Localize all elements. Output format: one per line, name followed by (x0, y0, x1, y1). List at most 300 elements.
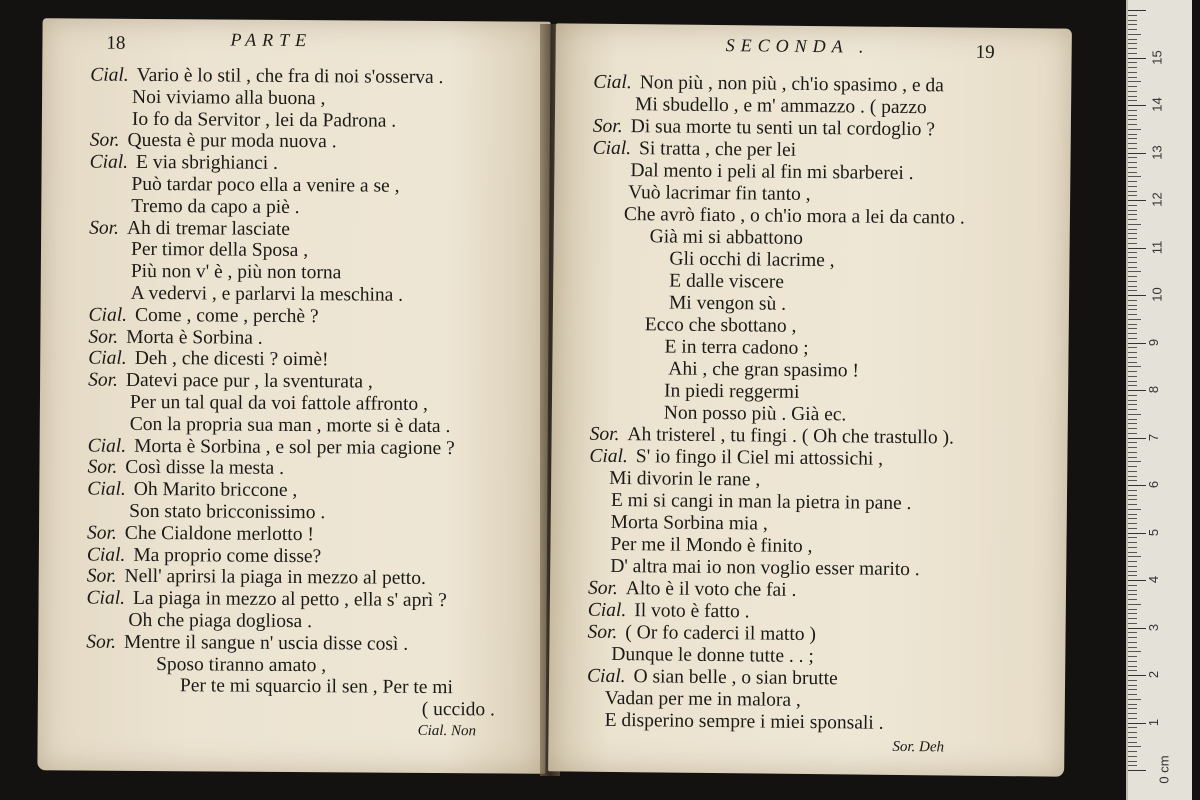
verse-text: Con la propria sua man , morte si è data . (129, 413, 451, 437)
text-line (90, 65, 443, 89)
ruler-tick (1128, 499, 1137, 500)
ruler-label: 6 (1146, 480, 1162, 489)
speaker-label: Cial. (90, 64, 129, 86)
left-running-head: PARTE (230, 29, 313, 51)
text-line (611, 490, 912, 515)
ruler-tick (1128, 442, 1137, 443)
ruler-label: 15 (1149, 49, 1165, 65)
ruler-tick (1128, 181, 1137, 182)
ruler-tick (1128, 547, 1137, 548)
text-line (628, 182, 811, 206)
ruler-tick (1128, 290, 1137, 291)
ruler-tick (1128, 651, 1141, 652)
ruler-tick (1128, 338, 1137, 339)
text-line (88, 326, 262, 349)
ruler-tick (1128, 556, 1141, 557)
ruler-label: 2 (1146, 670, 1162, 679)
text-line (132, 108, 396, 132)
measuring-ruler (1126, 0, 1192, 800)
ruler-tick (1128, 385, 1137, 386)
speaker-label: Cial. (592, 137, 632, 160)
ruler-tick (1128, 404, 1137, 405)
verse-text: Come , come , perchè ? (134, 304, 319, 327)
ruler-tick (1128, 438, 1146, 439)
text-line (87, 566, 426, 590)
verse-text: D' altra mai io non voglio esser marito . (610, 555, 920, 581)
right-running-head: SECONDA . (725, 35, 870, 57)
ruler-tick (1128, 53, 1137, 54)
text-line (588, 600, 750, 624)
ruler-tick (1128, 309, 1137, 310)
speaker-label: Cial. (593, 71, 632, 94)
text-line (129, 501, 325, 524)
left-page (37, 18, 550, 774)
ruler-tick (1128, 618, 1137, 619)
ruler-label: 13 (1149, 144, 1165, 160)
ruler-tick (1128, 195, 1137, 196)
speaker-label: Cial. (87, 478, 126, 501)
text-line (664, 402, 847, 426)
text-line (611, 644, 814, 668)
text-line (587, 666, 838, 691)
ruler-tick (1128, 751, 1137, 752)
verse-text: In piedi reggermi (663, 380, 800, 403)
ruler-tick (1128, 124, 1137, 125)
ruler-tick (1128, 319, 1141, 320)
ruler-tick (1128, 295, 1146, 296)
ruler-tick (1128, 433, 1137, 434)
ruler-tick (1128, 176, 1141, 177)
speaker-label: Cial. (88, 304, 128, 326)
speaker-label: Sor. (89, 129, 120, 152)
ruler-tick (1128, 471, 1137, 472)
speaker-label: Sor. (88, 326, 119, 348)
verse-text: Morta è Sorbina . (126, 326, 263, 349)
text-line (611, 512, 768, 536)
verse-text: Il voto è fatto . (634, 600, 750, 623)
ruler-tick (1128, 604, 1141, 605)
verse-text: Ahi , che gran spasimo ! (668, 358, 860, 382)
ruler-tick (1128, 552, 1137, 553)
verse-text: S' io fingo il Ciel mi attossichi , (635, 446, 884, 470)
ruler-tick (1128, 77, 1137, 78)
speaker-label: Cial. (88, 347, 127, 370)
ruler-tick (1128, 628, 1146, 629)
ruler-tick (1128, 15, 1137, 16)
ruler-tick (1128, 81, 1141, 82)
speaker-label: Sor. (89, 217, 120, 239)
ruler-label: 1 (1146, 718, 1162, 726)
text-line (605, 688, 801, 712)
ruler-label: 10 (1149, 287, 1165, 302)
ruler-tick (1128, 148, 1137, 149)
speaker-label: Sor. (589, 423, 620, 446)
left-catchword: Cial. Non (417, 722, 477, 740)
ruler-tick (1128, 100, 1137, 101)
ruler-tick (1128, 200, 1146, 201)
verse-text: Dunque le donne tutte . . ; (611, 643, 814, 668)
ruler-tick (1128, 347, 1137, 348)
text-line (88, 435, 455, 460)
verse-text: Mi divorin le rane , (609, 467, 761, 491)
text-line (87, 544, 322, 568)
verse-text: Morta è Sorbina , e sol per mia cagione ? (134, 435, 455, 459)
speaker-label: Sor. (587, 621, 618, 643)
verse-text: Per un tal qual da voi fattole affronto , (129, 391, 429, 415)
speaker-label: Cial. (586, 665, 626, 688)
ruler-tick (1128, 252, 1137, 253)
ruler-tick (1128, 257, 1137, 258)
text-line (156, 654, 326, 677)
ruler-tick (1128, 10, 1146, 11)
text-line (587, 622, 816, 646)
verse-text: O sian belle , o sian brutte (633, 666, 838, 690)
text-line (131, 283, 404, 307)
ruler-tick (1128, 115, 1137, 116)
ruler-tick (1128, 419, 1137, 420)
verse-text: Noi viviamo alla buona , (132, 86, 326, 110)
ruler-tick (1128, 167, 1137, 168)
verse-text: E in terra cadono ; (664, 336, 809, 359)
ruler-tick (1128, 333, 1137, 334)
verse-text: Sposo tiranno amato , (156, 653, 327, 676)
ruler-tick (1128, 594, 1137, 595)
text-line (645, 314, 797, 338)
text-line (635, 94, 927, 119)
verse-text: Morta Sorbina mia , (610, 511, 768, 535)
ruler-tick (1128, 542, 1137, 543)
verse-text: Vuò lacrimar fin tanto , (628, 182, 811, 205)
text-line (664, 336, 808, 360)
verse-text: Oh Marito briccone , (133, 479, 298, 502)
text-line (87, 588, 447, 613)
verse-text: Già mi si abbattono (649, 226, 804, 249)
ruler-label: 3 (1146, 623, 1162, 631)
ruler-tick (1128, 490, 1137, 491)
ruler-tick (1128, 153, 1146, 154)
verse-text: Per timor della Sposa , (130, 239, 309, 262)
verse-text: Tremo da capo a piè . (131, 195, 300, 218)
verse-text: Non posso più . Già ec. (663, 402, 847, 426)
verse-text: Vario è lo stil , che fra di noi s'osserva . (136, 64, 444, 89)
ruler-tick (1128, 509, 1141, 510)
ruler-tick (1128, 756, 1137, 757)
ruler-tick (1128, 43, 1137, 44)
ruler-tick (1128, 271, 1141, 272)
text-line (86, 631, 408, 655)
speaker-label: Cial. (86, 544, 126, 566)
ruler-tick (1128, 761, 1137, 762)
text-line (131, 196, 299, 219)
verse-text: Nell' aprirsi la piaga in mezzo al petto. (124, 566, 426, 590)
speaker-label: Cial. (589, 445, 628, 468)
speaker-label: Cial. (89, 151, 129, 174)
ruler-tick (1128, 537, 1137, 538)
ruler-tick (1128, 656, 1137, 657)
verse-text: Mi sbudello , e m' ammazzo . ( pazzo (634, 94, 927, 119)
ruler-tick (1128, 281, 1137, 282)
ruler-tick (1128, 86, 1137, 87)
ruler-tick (1128, 34, 1141, 35)
verse-text: Che avrò fiato , o ch'io mora a lei da canto . (623, 204, 965, 229)
ruler-tick (1128, 286, 1137, 287)
ruler-tick (1128, 224, 1141, 225)
text-line (89, 217, 290, 240)
ruler-tick (1128, 447, 1137, 448)
text-line (131, 239, 308, 262)
ruler-tick (1128, 670, 1137, 671)
verse-text: Ecco che sbottano , (644, 314, 797, 337)
ruler-tick (1128, 566, 1137, 567)
ruler-tick (1128, 20, 1137, 21)
verse-text: Per me il Mondo è finito , (610, 533, 813, 558)
ruler-tick (1128, 300, 1137, 301)
ruler-tick (1128, 561, 1137, 562)
ruler-tick (1128, 29, 1137, 30)
ruler-tick (1128, 661, 1137, 662)
ruler-tick (1128, 713, 1137, 714)
ruler-tick (1128, 400, 1137, 401)
verse-text: Datevi pace pur , la sventurata , (125, 370, 373, 393)
speaker-label: Sor. (86, 522, 117, 544)
ruler-tick (1128, 129, 1141, 130)
speaker-label: Cial. (87, 435, 127, 457)
speaker-label: Cial. (86, 587, 126, 610)
ruler-tick (1128, 352, 1137, 353)
ruler-tick (1128, 708, 1137, 709)
ruler-tick (1128, 737, 1137, 738)
ruler-tick (1128, 343, 1146, 344)
verse-text: Di sua morte tu senti un tal cordoglio ? (630, 116, 936, 141)
ruler-tick (1128, 262, 1137, 263)
ruler-tick (1128, 229, 1137, 230)
ruler-tick (1128, 495, 1137, 496)
ruler-tick (1128, 613, 1137, 614)
verse-text: Non più , non più , ch'io spasimo , e da (639, 72, 944, 97)
text-line (610, 534, 812, 558)
ruler-tick (1128, 428, 1137, 429)
text-line (669, 271, 784, 294)
ruler-tick (1128, 138, 1137, 139)
speaker-label: Sor. (587, 577, 618, 599)
ruler-tick (1128, 523, 1137, 524)
text-line (131, 261, 342, 284)
ruler-tick (1128, 143, 1137, 144)
speaker-label: Sor. (592, 115, 623, 138)
ruler-tick (1128, 699, 1141, 700)
ruler-tick (1128, 267, 1137, 268)
ruler-tick (1128, 324, 1137, 325)
ruler-tick (1128, 647, 1137, 648)
speaker-label: Cial. (587, 599, 627, 622)
ruler-tick (1128, 210, 1137, 211)
ruler-tick (1128, 685, 1137, 686)
ruler-tick (1128, 746, 1141, 747)
ruler-tick (1128, 575, 1137, 576)
text-line (128, 610, 312, 633)
ruler-tick (1128, 91, 1137, 92)
ruler-tick (1128, 704, 1137, 705)
text-line (610, 556, 920, 581)
verse-text: Oh che piaga dogliosa . (128, 609, 313, 633)
text-line (609, 468, 760, 492)
text-line (180, 676, 453, 700)
verse-text: Deh , che dicesti ? oimè! (134, 348, 329, 371)
verse-text: Mi vengon sù . (668, 292, 787, 315)
ruler-tick (1128, 666, 1137, 667)
ruler-label: 4 (1146, 575, 1162, 584)
text-line (88, 348, 328, 372)
speaker-label: Sor. (87, 456, 118, 479)
ruler-tick (1128, 238, 1137, 239)
verse-text: Io fo da Servitor , lei da Padrona . (131, 108, 397, 132)
text-line (588, 578, 797, 602)
ruler-tick (1128, 191, 1137, 192)
speaker-label: Sor. (86, 631, 117, 653)
ruler-tick (1128, 314, 1137, 315)
verse-text: Ma proprio come disse? (133, 544, 322, 567)
ruler-tick (1128, 371, 1137, 372)
right-page (548, 23, 1072, 776)
ruler-tick (1128, 376, 1137, 377)
verse-text: E mi si cangi in man la pietra in pane . (610, 489, 912, 515)
verse-text: E disperino sempre i miei sponsali . (604, 709, 884, 734)
text-line (589, 446, 883, 471)
text-line (90, 130, 337, 154)
ruler-tick (1128, 62, 1137, 63)
ruler-tick (1128, 276, 1137, 277)
ruler-tick (1128, 39, 1137, 40)
text-line (90, 152, 279, 175)
ruler-tick (1128, 205, 1137, 206)
ruler-tick (1128, 590, 1137, 591)
speaker-label: Sor. (86, 565, 117, 588)
ruler-tick (1128, 580, 1146, 581)
ruler-tick (1128, 186, 1137, 187)
ruler-tick (1128, 689, 1137, 690)
verse-text: A vedervi , e parlarvi la meschina . (130, 282, 404, 306)
ruler-tick (1128, 67, 1137, 68)
text-line (650, 226, 804, 250)
ruler-tick (1128, 233, 1137, 234)
text-line (130, 392, 428, 416)
ruler-tick (1128, 727, 1137, 728)
ruler-tick (1128, 219, 1137, 220)
ruler-tick (1128, 637, 1137, 638)
verse-text: Alto è il voto che fai . (625, 578, 797, 601)
ruler-tick (1128, 770, 1146, 771)
ruler-label: 14 (1149, 97, 1165, 112)
verse-text: E dalle viscere (669, 270, 785, 293)
ruler-tick (1128, 518, 1137, 519)
ruler-label: 7 (1146, 433, 1162, 441)
ruler-tick (1128, 571, 1137, 572)
ruler-tick (1128, 395, 1137, 396)
ruler-tick (1128, 248, 1146, 249)
ruler-tick (1128, 480, 1137, 481)
text-line (88, 370, 373, 394)
verse-text: Vadan per me in malora , (604, 687, 801, 711)
ruler-tick (1128, 723, 1146, 724)
right-catchword: Sor. Deh (892, 738, 945, 756)
ruler-tick (1128, 718, 1137, 719)
ruler-tick (1128, 157, 1137, 158)
speaker-label: Sor. (88, 369, 118, 391)
verse-text: La piaga in mezzo al petto , ella s' aprì ? (132, 588, 447, 612)
ruler-tick (1128, 504, 1137, 505)
ruler-tick (1128, 172, 1137, 173)
text-line (87, 522, 314, 546)
ruler-tick (1128, 533, 1146, 534)
ruler-tick (1128, 742, 1137, 743)
ruler-tick (1128, 476, 1137, 477)
ruler-tick (1128, 623, 1137, 624)
ruler-tick (1128, 72, 1137, 73)
verse-text: Più non v' è , più non torna (130, 261, 342, 284)
verse-text: Ah tristerel , tu fingi . ( Oh che trastullo ). (627, 424, 955, 449)
text-line (132, 87, 325, 110)
verse-text: E via sbrighianci . (136, 152, 279, 175)
text-line (664, 380, 800, 403)
ruler-tick (1128, 305, 1137, 306)
verse-text: Dal mento i peli al fin mi sbarberei . (630, 160, 914, 185)
ruler-tick (1128, 58, 1146, 59)
ruler-tick (1128, 96, 1137, 97)
left-page-number: 18 (106, 32, 126, 54)
ruler-tick (1128, 105, 1146, 106)
ruler-tick (1128, 461, 1141, 462)
ruler-tick (1128, 362, 1137, 363)
verse-text: Che Cialdone merlotto ! (124, 522, 314, 545)
ruler-tick (1128, 675, 1146, 676)
ruler-tick (1128, 732, 1137, 733)
text-line (593, 138, 797, 162)
verse-text: Son stato bricconissimo . (129, 500, 326, 524)
ruler-tick (1128, 110, 1137, 111)
ruler-label: 11 (1149, 240, 1165, 254)
ruler-tick (1128, 765, 1137, 766)
ruler-tick (1128, 457, 1137, 458)
text-line (630, 160, 913, 185)
text-line (130, 414, 451, 438)
ruler-tick (1128, 485, 1146, 486)
ruler-tick (1128, 243, 1137, 244)
verse-text: Gli occhi di lacrime , (669, 248, 835, 272)
text-line (131, 174, 399, 198)
ruler-tick (1128, 328, 1137, 329)
ruler-tick (1128, 609, 1137, 610)
ruler-tick (1128, 585, 1137, 586)
text-line (422, 699, 495, 722)
ruler-tick (1128, 366, 1141, 367)
ruler-tick (1128, 48, 1137, 49)
ruler-tick (1128, 423, 1137, 424)
text-line (88, 304, 318, 328)
verse-text: ( uccido . (421, 699, 495, 721)
ruler-tick (1128, 694, 1137, 695)
ruler-tick (1128, 414, 1141, 415)
text-line (605, 710, 884, 735)
text-line (669, 293, 786, 316)
ruler-tick (1128, 514, 1137, 515)
ruler-tick (1128, 452, 1137, 453)
ruler-tick (1128, 162, 1137, 163)
verse-text: Questa è pur moda nuova . (127, 130, 337, 153)
text-line (87, 457, 284, 480)
ruler-tick (1128, 680, 1137, 681)
ruler-tick (1128, 528, 1137, 529)
ruler-tick (1128, 381, 1137, 382)
